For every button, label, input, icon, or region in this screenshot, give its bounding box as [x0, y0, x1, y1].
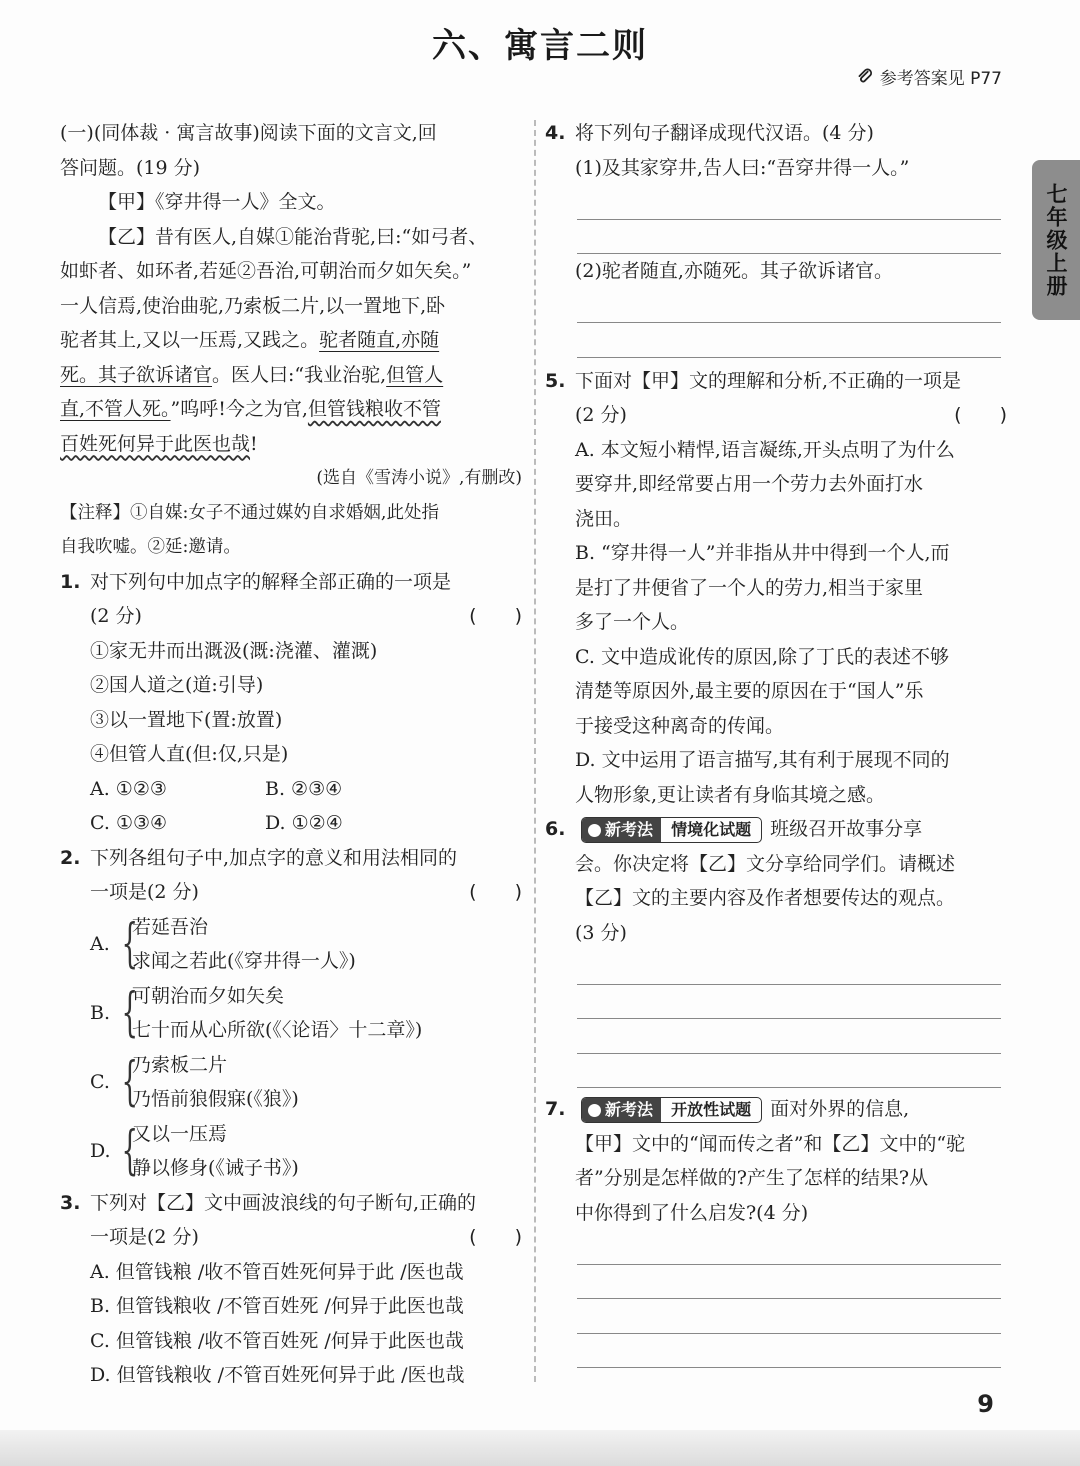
option-a-cont: 要穿井,即经常要占用一个劳力去外面打水 — [575, 473, 924, 495]
option-a[interactable]: A. 本文短小精悍,语言凝练,开头点明了为什么 — [575, 438, 955, 461]
question-5-cont: (2 分) ( ) — [545, 398, 1007, 433]
question-6: 6. 新考法 情境化试题 班级召开故事分享 — [545, 812, 1007, 847]
option-a-cont: 浇田。 — [575, 507, 633, 530]
option-d[interactable]: D. 但管钱粮收 /不管百姓死何异于此 /医也哉 — [90, 1364, 465, 1386]
question-1-item: ④但管人直(但:仅,只是) — [90, 743, 289, 765]
question-1-item: ②国人道之(道:引导) — [90, 674, 264, 696]
question-1-options — [60, 806, 522, 841]
question-6-cont: 【乙】文的主要内容及作者想要传达的观点。 — [575, 887, 956, 909]
question-1-item: ①家无井而出溉汲(溉:浇灌、灌溉) — [90, 639, 378, 662]
passage-yi-line: 一人信焉,使治曲驼,乃索板二片,以一置地下,卧 — [60, 294, 446, 317]
option-c-cont: 于接受这种离奇的传闻。 — [575, 714, 785, 737]
answer-line[interactable] — [577, 289, 1001, 324]
annotation: 【注释】①自媒:女子不通过媒妁自求婚姻,此处指 — [60, 502, 439, 523]
wavy-underlined-sentence: 百姓死何异于此医也哉 — [60, 432, 251, 455]
question-2-option-b[interactable]: B. { 可朝治而夕如矢矣 七十而从心所欲(《〈论语〉十二章》) — [90, 983, 423, 1043]
answer-blank[interactable]: ( ) — [469, 1226, 522, 1248]
answer-line[interactable] — [577, 1334, 1001, 1369]
new-exam-badge: 新考法 情境化试题 — [581, 817, 762, 843]
option-c[interactable]: C. 文中造成讹传的原因,除了丁氏的表述不够 — [575, 645, 949, 668]
option-b-cont: 是打了井便省了一个人的劳力,相当于家里 — [575, 576, 924, 599]
answer-blank[interactable]: ( ) — [954, 404, 1007, 426]
answer-line[interactable] — [577, 1299, 1001, 1334]
passage-yi-line: 如虾者、如环者,若延②吾治,可朝治而夕如矢矣。” — [60, 260, 472, 282]
option-d[interactable]: D. 文中运用了语言描写,其有利于展现不同的 — [575, 749, 950, 771]
grade-side-tab — [1032, 160, 1080, 320]
question-7-cont: 者”分别是怎样做的?产生了怎样的结果?从 — [575, 1167, 929, 1189]
passage-yi-line: 直,不管人死。”呜呼!今之为官,但管钱粮收不管 — [60, 398, 441, 420]
option-c-cont: 清楚等原因外,最主要的原因在于“国人”乐 — [575, 680, 924, 702]
question-3-cont: 一项是(2 分) ( ) — [60, 1220, 522, 1255]
passage-intro-cont: 答问题。(19 分) — [60, 156, 201, 179]
question-7-cont: 中你得到了什么启发?(4 分) — [575, 1201, 809, 1224]
answer-blank[interactable]: ( ) — [469, 605, 522, 627]
answer-line[interactable] — [577, 323, 1001, 358]
option-a[interactable]: A. 但管钱粮 /收不管百姓死何异于此 /医也哉 — [90, 1260, 464, 1283]
question-2-cont: 一项是(2 分) ( ) — [60, 875, 522, 910]
question-3: 3. 下列对【乙】文中画波浪线的句子断句,正确的 — [60, 1191, 477, 1214]
answer-reference — [856, 64, 1002, 89]
underlined-sentence: 直,不管人死。 — [60, 398, 171, 420]
answer-line[interactable] — [577, 1265, 1001, 1300]
new-exam-badge: 新考法 开放性试题 — [581, 1097, 762, 1123]
question-7: 7. 新考法 开放性试题 面对外界的信息, — [545, 1092, 1007, 1127]
brace: { — [121, 914, 139, 974]
answer-line[interactable] — [577, 220, 1001, 255]
answer-line[interactable] — [577, 1230, 1001, 1265]
brace: { — [121, 983, 139, 1043]
answer-blank[interactable]: ( ) — [469, 881, 522, 903]
question-6-cont: 会。你决定将【乙】文分享给同学们。请概述 — [575, 852, 956, 875]
answer-line[interactable] — [577, 185, 1001, 220]
option-c[interactable]: C. 但管钱粮 /收不管百姓死 /何异于此医也哉 — [90, 1329, 464, 1352]
question-6-cont: (3 分) — [575, 921, 627, 944]
passage-yi-line: 死。其子欲诉诸官。医人曰:“我业治驼,但管人 — [60, 363, 444, 386]
answer-line[interactable] — [577, 1019, 1001, 1054]
paperclip-icon — [856, 68, 874, 86]
option-b[interactable]: B. 但管钱粮收 /不管百姓死 /何异于此医也哉 — [90, 1295, 464, 1317]
question-5: 5. 下面对【甲】文的理解和分析,不正确的一项是 — [545, 369, 962, 392]
option-b[interactable]: B. “穿井得一人”并非指从井中得到一个人,而 — [575, 542, 950, 564]
question-4-sentence-2: (2)驼者随直,亦随死。其子欲诉诸官。 — [575, 260, 893, 282]
lightbulb-icon — [588, 824, 601, 837]
annotation-cont: 自我吹嘘。②延:邀请。 — [60, 537, 241, 557]
passage-source: (选自《雪涛小说》,有删改) — [316, 468, 522, 488]
question-1: 1. 对下列句中加点字的解释全部正确的一项是 — [60, 570, 452, 593]
grade-label: 七年级上册 — [1044, 182, 1068, 298]
underlined-sentence: 但管人 — [386, 363, 444, 386]
passage-intro: (一)(同体裁 · 寓言故事)阅读下面的文言文,回 — [60, 122, 437, 144]
answer-line[interactable] — [577, 985, 1001, 1020]
passage-yi-line: 驼者其上,又以一压焉,又践之。驼者随直,亦随 — [60, 329, 440, 351]
answer-reference-text: 参考答案见 P77 — [879, 69, 1002, 89]
passage-jia: 【甲】《穿井得一人》全文。 — [98, 191, 336, 213]
brace: { — [121, 1052, 139, 1112]
question-2: 2. 下列各组句子中,加点字的意义和用法相同的 — [60, 846, 458, 869]
answer-line[interactable] — [577, 1054, 1001, 1089]
lightbulb-icon — [588, 1104, 601, 1117]
question-2-option-a[interactable]: A. { 若延吾治 求闻之若此(《穿井得一人》) — [90, 914, 356, 974]
option-b[interactable]: B. ②③④ — [265, 777, 343, 800]
question-4: 4. 将下列句子翻译成现代汉语。(4 分) — [545, 122, 874, 144]
wavy-underlined-sentence: 但管钱粮收不管 — [307, 398, 441, 420]
underlined-sentence: 死。其子欲诉诸官 — [60, 363, 213, 386]
question-1-cont: (2 分) ( ) — [60, 599, 522, 634]
underlined-sentence: 驼者随直,亦随 — [319, 329, 440, 351]
question-7-cont: 【甲】文中的“闻而传之者”和【乙】文中的“驼 — [575, 1132, 966, 1155]
brace: { — [121, 1121, 139, 1181]
right-column — [545, 116, 1007, 1368]
left-column — [60, 116, 522, 1393]
page-number: 9 — [977, 1390, 994, 1418]
page-bottom-edge — [0, 1430, 1080, 1466]
column-divider — [534, 120, 536, 1382]
option-a[interactable]: A. ①②③ — [90, 777, 167, 800]
passage-yi-line: 【乙】昔有医人,自媒①能治背驼,曰:“如弓者、 — [98, 225, 488, 248]
passage-yi-line: 百姓死何异于此医也哉! — [60, 432, 258, 455]
question-2-option-c[interactable]: C. { 乃索板二片 乃悟前狼假寐(《狼》) — [90, 1052, 299, 1112]
question-1-options — [60, 772, 522, 807]
page-title: 六、寓言二则 — [432, 26, 648, 66]
option-b-cont: 多了一个人。 — [575, 611, 690, 633]
option-d-cont: 人物形象,更让读者有身临其境之感。 — [575, 783, 886, 806]
answer-line[interactable] — [577, 950, 1001, 985]
question-4-sentence-1: (1)及其家穿井,告人曰:“吾穿井得一人。” — [575, 156, 910, 179]
option-c[interactable]: C. ①③④ — [90, 812, 168, 834]
question-1-item: ③以一置地下(置:放置) — [90, 708, 283, 731]
question-2-option-d[interactable]: D. { 又以一压焉 静以修身(《诫子书》) — [90, 1121, 299, 1181]
option-d[interactable]: D. ①②④ — [265, 812, 343, 834]
